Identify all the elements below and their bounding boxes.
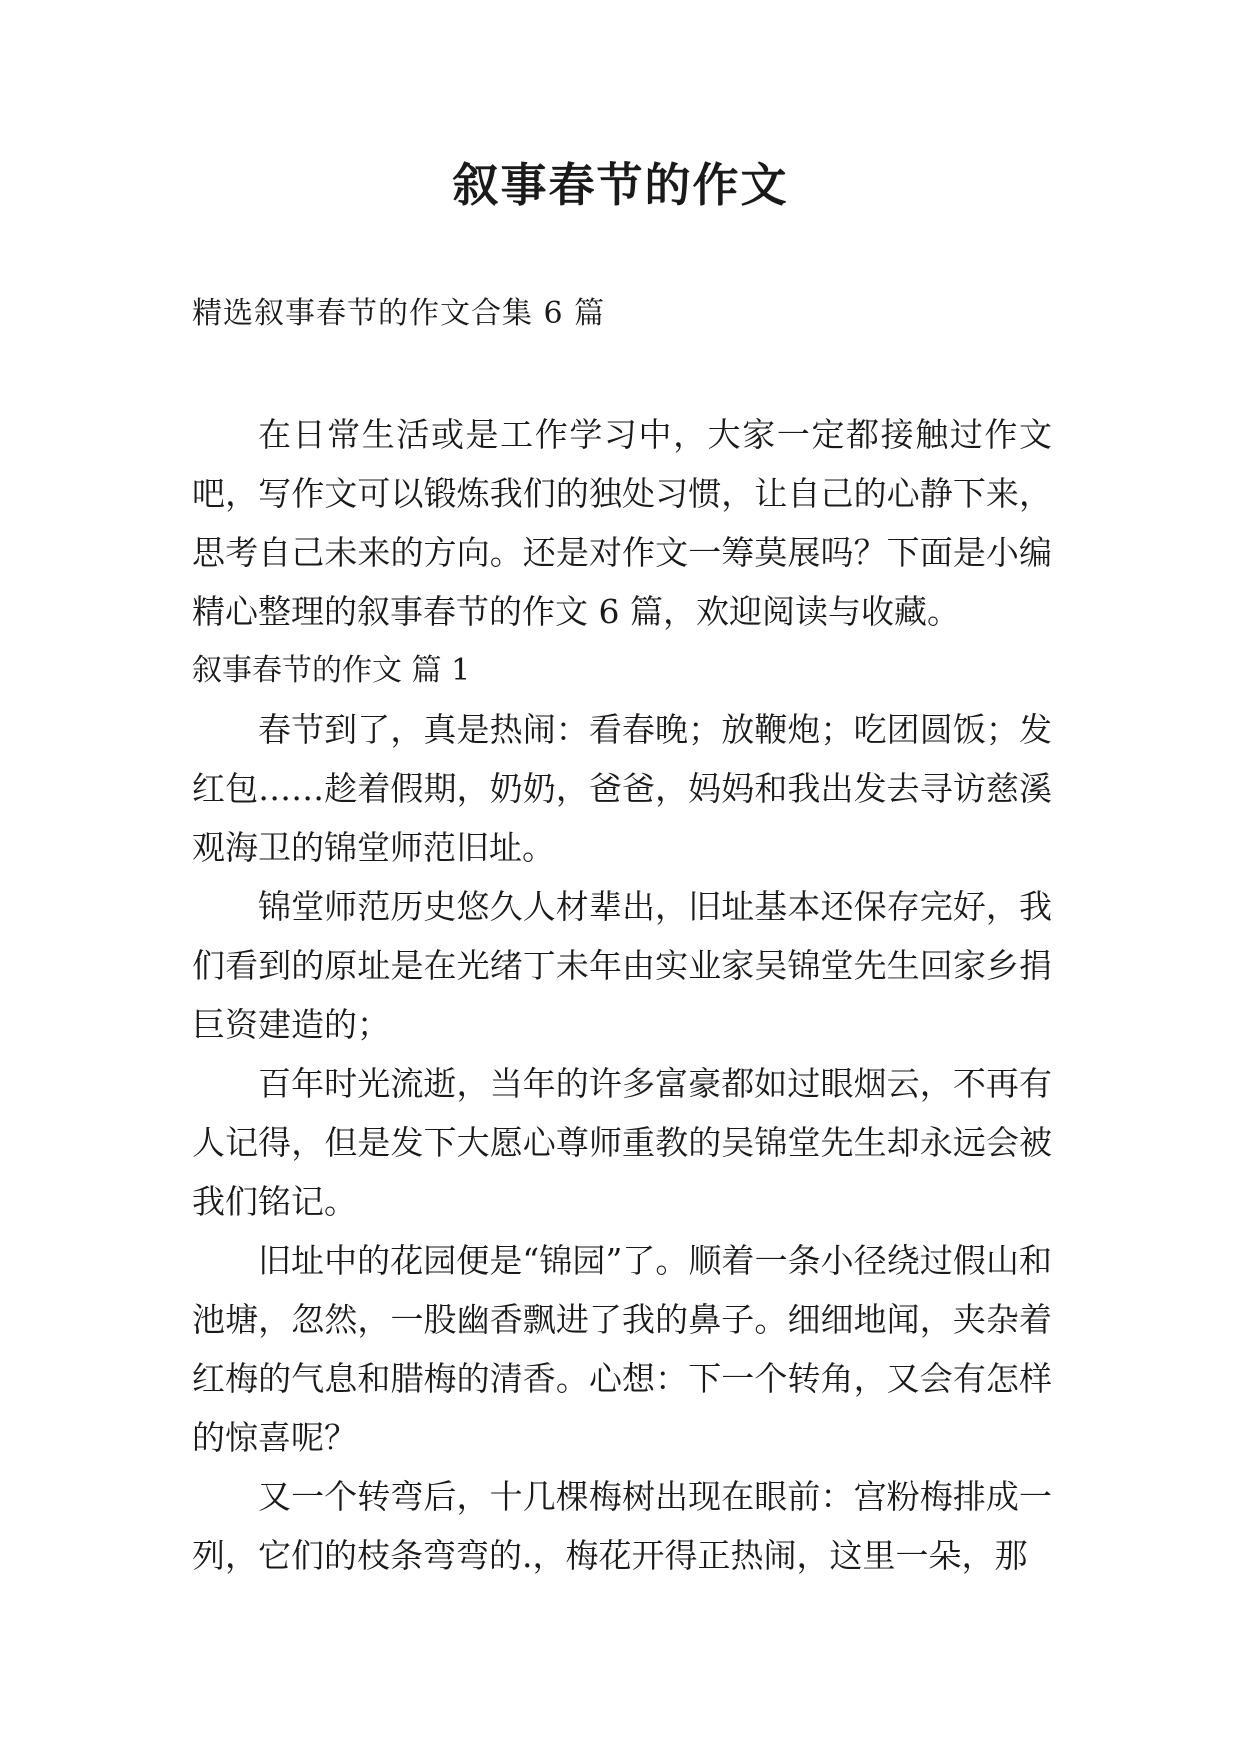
body-paragraph: 锦堂师范历史悠久人材辈出，旧址基本还保存完好，我们看到的原址是在光绪丁未年由实业家吴锦堂先生回家乡捐巨资建造的；	[192, 887, 1052, 1044]
intro-paragraph: 在日常生活或是工作学习中，大家一定都接触过作文吧，写作文可以锻炼我们的独处习惯，让自己的心静下来，思考自己未来的方向。还是对作文一筹莫展吗？下面是小编精心整理的叙事春节的作文 6 篇，欢迎阅读与收藏。	[192, 415, 1052, 631]
document-subtitle: 精选叙事春节的作文合集 6 篇	[192, 296, 606, 331]
body-paragraph: 又一个转弯后，十几棵梅树出现在眼前：宫粉梅排成一列，它们的枝条弯弯的.，梅花开得正热闹，这里一朵，那	[192, 1477, 1052, 1575]
section-heading: 叙事春节的作文 篇 1	[192, 653, 471, 688]
document-body	[192, 405, 1052, 1585]
body-paragraph: 春节到了，真是热闹：看春晚；放鞭炮；吃团圆饭；发红包……趁着假期，奶奶，爸爸，妈妈和我出发去寻访慈溪观海卫的锦堂师范旧址。	[192, 710, 1052, 867]
body-paragraph: 旧址中的花园便是“锦园”了。顺着一条小径绕过假山和池塘，忽然，一股幽香飘进了我的鼻子。细细地闻，夹杂着红梅的气息和腊梅的清香。心想：下一个转角，又会有怎样的惊喜呢？	[192, 1241, 1052, 1457]
document-title: 叙事春节的作文	[452, 158, 789, 212]
body-paragraph: 百年时光流逝，当年的许多富豪都如过眼烟云，不再有人记得，但是发下大愿心尊师重教的吴锦堂先生却永远会被我们铭记。	[192, 1064, 1052, 1221]
